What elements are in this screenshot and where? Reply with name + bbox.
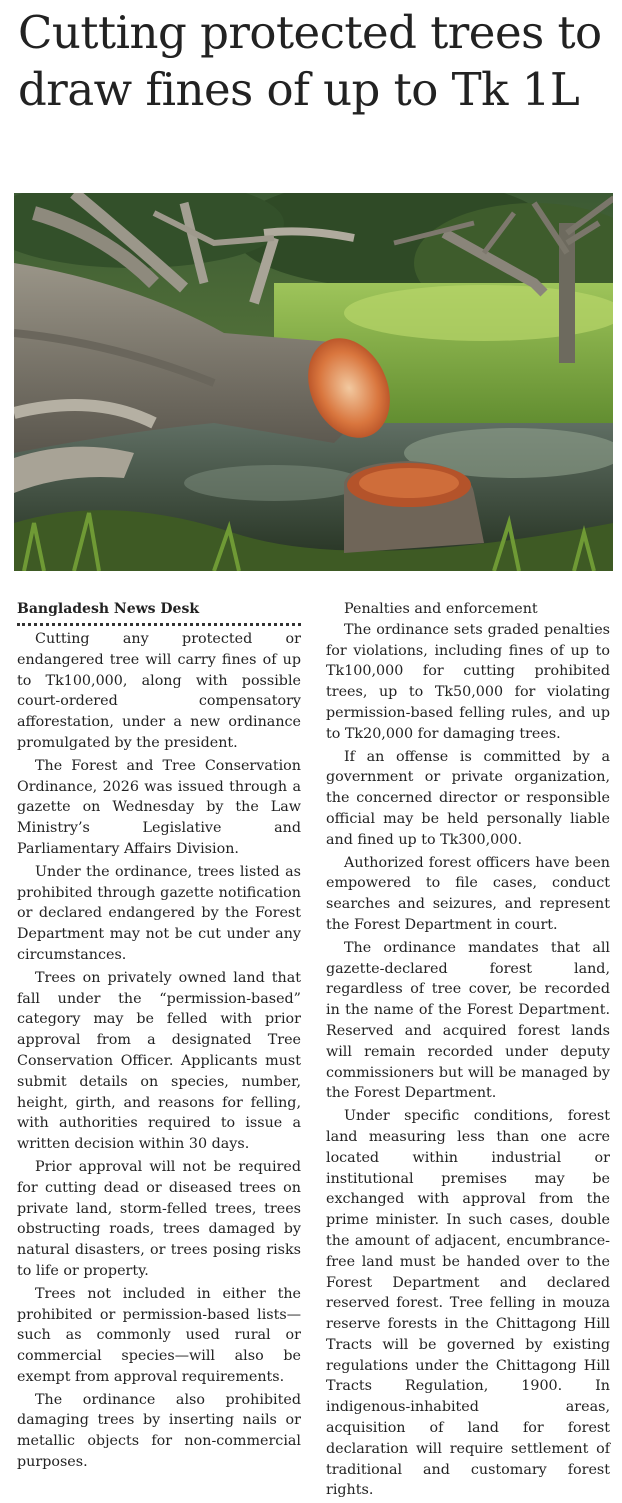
article-paragraph: Trees on privately owned land that fall under the “permission-based” category may be felled with prior approval from a designated Tree Conservation Officer. Applicants must submit details on species, number, height, girth, and reasons for felling, with authorities required to issue a written decision within 30 days. [17, 969, 301, 1153]
article-paragraph: Under the ordinance, trees listed as prohibited through gazette notification or declared endangered by the Forest Department may not be cut under any circumstances. [17, 863, 301, 963]
headline: Cutting protected trees to draw fines of up to Tk 1L [18, 6, 602, 116]
article-paragraph: Prior approval will not be required for cutting dead or diseased trees on private land, storm-felled trees, trees obstructing roads, trees damaged by natural disasters, or trees posing risks to life or property. [17, 1158, 301, 1279]
article-paragraph: Under specific conditions, forest land measuring less than one acre located within industrial or institutional premises may be exchanged with approval from the prime minister. In such cases, double the amount of adjacent, encumbrance-free land must be handed over to the Forest Department and declared reserved forest. Tree felling in mouza reserve forests in the Chittagong Hill Tracts will be governed by existing regulations under the Chittagong Hill Tracts Regulation, 1900. In indigenous-inhabited areas, acquisition of land for forest declaration will require settlement of traditional and customary forest rights. [326, 1108, 610, 1499]
left-column [17, 599, 301, 1475]
article-paragraph: The Forest and Tree Conservation Ordinance, 2026 was issued through a gazette on Wednesday by the Law Ministry’s Legislative and Parliamentary Affairs Division. [17, 757, 301, 857]
article-paragraph: Authorized forest officers have been empowered to file cases, conduct searches and seizures, and represent the Forest Department in court. [326, 854, 610, 933]
right-column [326, 599, 610, 1503]
article-paragraph: Cutting any protected or endangered tree will carry fines of up to Tk100,000, along with possible court-ordered compensatory afforestation, under a new ordinance promulgated by the president. [17, 631, 301, 751]
byline: Bangladesh News Desk [17, 599, 301, 626]
article-paragraph: The ordinance mandates that all gazette-declared forest land, regardless of tree cover, be recorded in the name of the Forest Department. Reserved and acquired forest lands will remain recorded under deputy commissioners but will be managed by the Forest Department. [326, 939, 610, 1102]
article-paragraph: The ordinance also prohibited damaging trees by inserting nails or metallic objects for non-commercial purposes. [17, 1391, 301, 1471]
article-paragraph: If an offense is committed by a government or private organization, the concerned director or responsible official may be held personally liable and fined up to Tk300,000. [326, 748, 610, 848]
article-paragraph: The ordinance sets graded penalties for violations, including fines of up to Tk100,000 for cutting prohibited trees, up to Tk50,000 for violating permission-based felling rules, and up to Tk20,000 for damaging trees. [326, 621, 610, 742]
section-subhead: Penalties and enforcement [344, 601, 538, 617]
news-photo [14, 193, 613, 571]
article-paragraph: Trees not included in either the prohibited or permission-based lists—such as commonly used rural or commercial species—will also be exempt from approval requirements. [17, 1285, 301, 1385]
felled-tree-photo [14, 193, 613, 571]
